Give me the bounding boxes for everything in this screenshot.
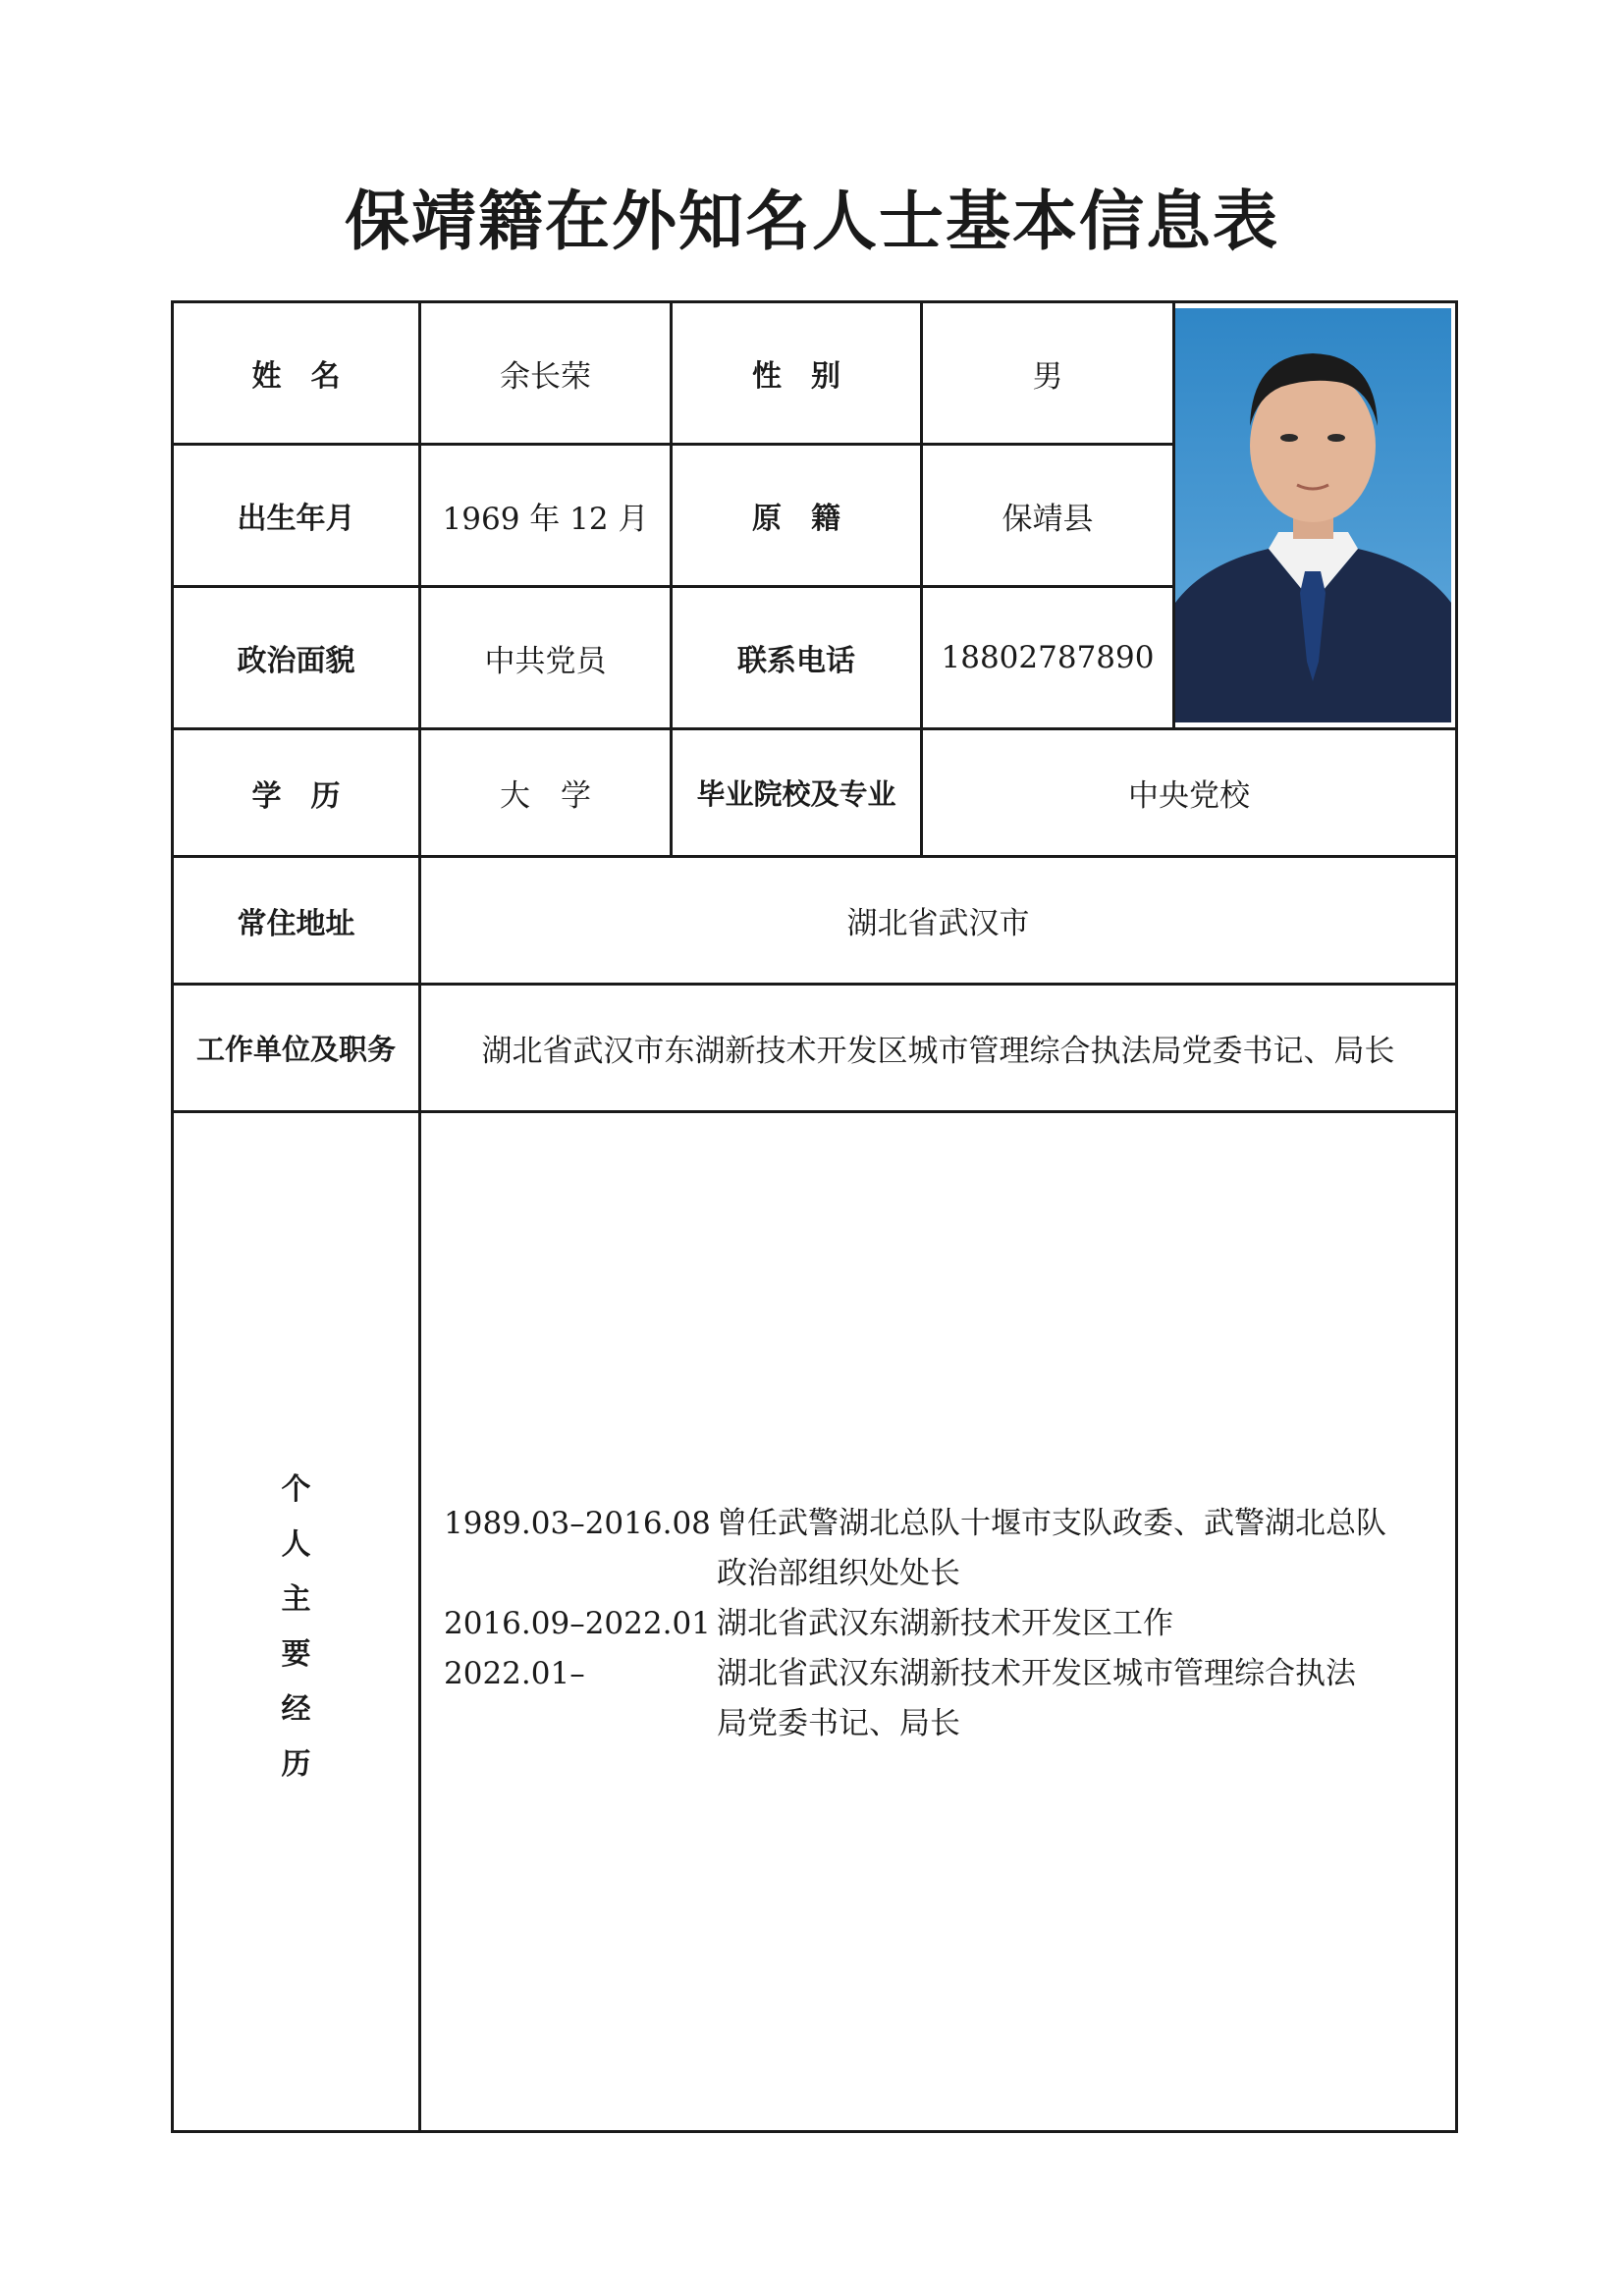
row-divider: [174, 1110, 1455, 1113]
experience-line: 湖北省武汉东湖新技术开发区城市管理综合执法: [717, 1656, 1356, 1691]
education-value: 大 学: [500, 778, 591, 814]
experience-period: 2016.09–2022.01: [444, 1606, 711, 1641]
work-value: 湖北省武汉市东湖新技术开发区城市管理综合执法局党委书记、局长: [481, 1034, 1395, 1069]
phone-label: 联系电话: [737, 644, 855, 678]
portrait-photo: [1175, 308, 1451, 722]
experience-period: 2022.01–: [444, 1656, 585, 1691]
political-label: 政治面貌: [237, 644, 355, 678]
experience-label-char: 个: [281, 1472, 311, 1507]
birth-value: 1969 年 12 月: [442, 501, 649, 537]
origin-label: 原 籍: [752, 502, 840, 536]
address-value: 湖北省武汉市: [846, 906, 1030, 941]
experience-period: 1989.03–2016.08: [444, 1506, 711, 1541]
address-label: 常住地址: [237, 906, 355, 941]
experience-label-char: 人: [281, 1527, 311, 1562]
experience-line: 曾任武警湖北总队十堰市支队政委、武警湖北总队: [717, 1506, 1386, 1541]
experience-list: [444, 1499, 1445, 1749]
phone-value: 18802787890: [941, 640, 1155, 675]
experience-line: 政治部组织处处长: [717, 1556, 960, 1591]
experience-label-char: 主: [281, 1582, 311, 1617]
work-label: 工作单位及职务: [195, 1033, 396, 1066]
political-value: 中共党员: [484, 643, 607, 679]
experience-label: [174, 1463, 418, 1792]
school-label: 毕业院校及专业: [696, 777, 896, 811]
experience-item: [444, 1599, 1445, 1649]
page-title: 保靖籍在外知名人士基本信息表: [345, 183, 1279, 259]
school-value: 中央党校: [1128, 778, 1250, 814]
experience-description: [717, 1599, 1445, 1649]
experience-label-char: 要: [281, 1637, 311, 1672]
experience-item: [444, 1499, 1445, 1599]
experience-item: [444, 1649, 1445, 1749]
education-label: 学 历: [251, 778, 341, 814]
gender-value: 男: [1032, 358, 1063, 395]
experience-label-char: 经: [281, 1692, 311, 1727]
experience-description: [717, 1649, 1445, 1749]
experience-line: 局党委书记、局长: [717, 1706, 960, 1741]
experience-label-char: 历: [281, 1747, 311, 1782]
portrait-illustration: [1175, 308, 1451, 722]
name-value: 余长荣: [500, 358, 591, 395]
name-label: 姓 名: [251, 359, 341, 394]
experience-description: [717, 1499, 1445, 1599]
birth-label: 出生年月: [237, 502, 355, 536]
gender-label: 性 别: [752, 359, 840, 394]
origin-value: 保靖县: [1001, 501, 1094, 537]
experience-line: 湖北省武汉东湖新技术开发区工作: [717, 1606, 1173, 1641]
